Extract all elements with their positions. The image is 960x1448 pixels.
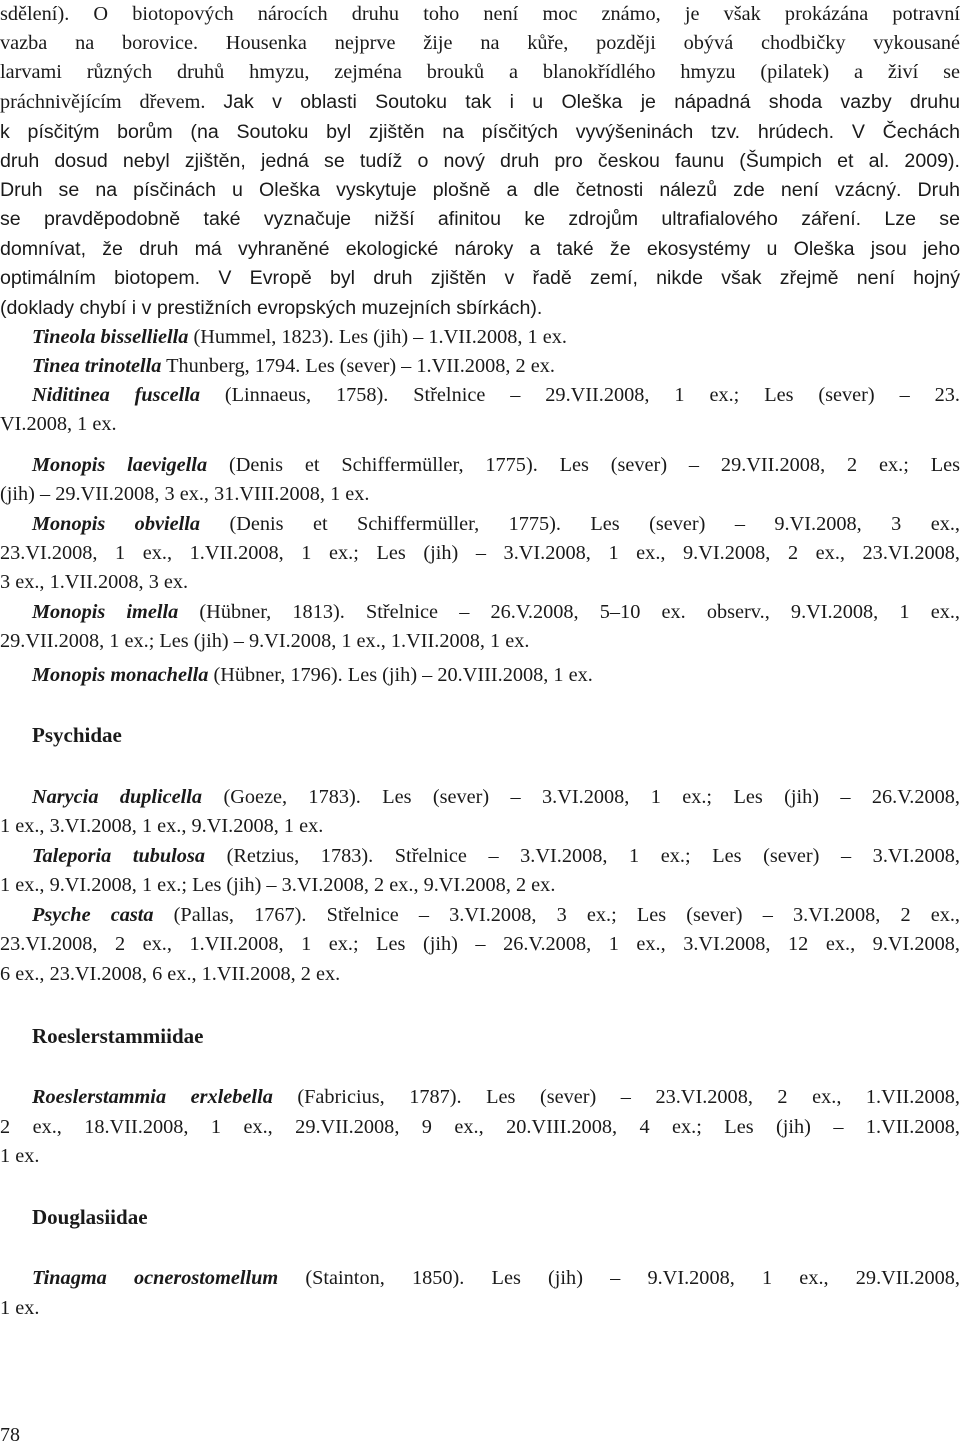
species-record-continuation: 3 ex., 1.VII.2008, 3 ex.: [0, 571, 189, 593]
species-name: Niditinea fuscella: [32, 384, 200, 406]
species-record-continuation: 1 ex.: [0, 1297, 40, 1319]
paragraph-line: (doklady chybí i v prestižních evropských muzejních sbírkách).: [0, 297, 543, 319]
species-record: Tineola bisselliella (Hummel, 1823). Les (jih) – 1.VII.2008, 1 ex.: [32, 326, 567, 348]
species-record: Niditinea fuscella (Linnaeus, 1758). Střelnice – 29.VII.2008, 1 ex.; Les (sever) – 23.: [32, 384, 960, 406]
species-record-continuation: 23.VI.2008, 2 ex., 1.VII.2008, 1 ex.; Les (jih) – 26.V.2008, 1 ex., 3.VI.2008, 12 ex., 9.VI.2008,: [0, 933, 960, 955]
species-name: Tinagma ocnerostomellum: [32, 1267, 279, 1289]
family-heading: Douglasiidae: [32, 1205, 148, 1229]
species-record-continuation: 23.VI.2008, 1 ex., 1.VII.2008, 1 ex.; Les (jih) – 3.VI.2008, 1 ex., 9.VI.2008, 2 ex., 23.VI.2008,: [0, 542, 960, 564]
species-record: Monopis monachella (Hübner, 1796). Les (jih) – 20.VIII.2008, 1 ex.: [32, 664, 593, 686]
species-record-continuation: VI.2008, 1 ex.: [0, 413, 117, 435]
species-record-continuation: (jih) – 29.VII.2008, 3 ex., 31.VIII.2008, 1 ex.: [0, 483, 370, 505]
page-number: 78: [0, 1424, 20, 1446]
species-name: Psyche casta: [32, 904, 154, 926]
species-record: Tinagma ocnerostomellum (Stainton, 1850). Les (jih) – 9.VI.2008, 1 ex., 29.VII.2008,: [32, 1267, 960, 1289]
species-record-continuation: 1 ex., 3.VI.2008, 1 ex., 9.VI.2008, 1 ex.: [0, 815, 324, 837]
species-record-continuation: 2 ex., 18.VII.2008, 1 ex., 29.VII.2008, 9 ex., 20.VIII.2008, 4 ex.; Les (jih) – 1.VII.2008,: [0, 1116, 960, 1138]
family-heading: Psychidae: [32, 723, 122, 747]
species-record-continuation: 1 ex., 9.VI.2008, 1 ex.; Les (jih) – 3.VI.2008, 2 ex., 9.VI.2008, 2 ex.: [0, 874, 556, 896]
species-name: Monopis obviella: [32, 513, 201, 535]
species-name: Tinea trinotella: [32, 355, 162, 377]
species-record: Monopis obviella (Denis et Schiffermüller, 1775). Les (sever) – 9.VI.2008, 3 ex.,: [32, 513, 960, 535]
paragraph-line: optimálním biotopem. V Evropě byl druh zjištěn v řadě zemí, nikde však zřejmě není hojný: [0, 267, 960, 289]
species-record: Monopis laevigella (Denis et Schiffermüller, 1775). Les (sever) – 29.VII.2008, 2 ex.; Les: [32, 454, 960, 476]
paragraph-line: Druh se na písčinách u Oleška vyskytuje plošně a dle četnosti nálezů zde není vzácný. Druh: [0, 179, 960, 201]
paragraph-line: domnívat, že druh má vyhraněné ekologické nároky a také že ekosystémy u Oleška jsou jeho: [0, 238, 960, 260]
species-record: Narycia duplicella (Goeze, 1783). Les (sever) – 3.VI.2008, 1 ex.; Les (jih) – 26.V.2008,: [32, 786, 960, 808]
species-name: Taleporia tubulosa: [32, 845, 205, 867]
paragraph-line: vazba na borovice. Housenka nejprve žije na kůře, později obývá chodbičky vykousané: [0, 32, 960, 54]
species-record: Roeslerstammia erxlebella (Fabricius, 1787). Les (sever) – 23.VI.2008, 2 ex., 1.VII.2008,: [32, 1086, 960, 1108]
species-name: Monopis laevigella: [32, 454, 208, 476]
paragraph-line: druh dosud nebyl zjištěn, jedná se tudíž o nový druh pro českou faunu (Šumpich et al. 2009).: [0, 150, 960, 172]
species-record: Psyche casta (Pallas, 1767). Střelnice – 3.VI.2008, 3 ex.; Les (sever) – 3.VI.2008, 2 ex.,: [32, 904, 960, 926]
species-record-continuation: 1 ex.: [0, 1145, 40, 1167]
species-record: Taleporia tubulosa (Retzius, 1783). Střelnice – 3.VI.2008, 1 ex.; Les (sever) – 3.VI.2008,: [32, 845, 960, 867]
species-name: Monopis monachella: [32, 664, 209, 686]
species-name: Roeslerstammia erxlebella: [32, 1086, 273, 1108]
species-record-continuation: 29.VII.2008, 1 ex.; Les (jih) – 9.VI.2008, 1 ex., 1.VII.2008, 1 ex.: [0, 630, 530, 652]
paragraph-line: larvami různých druhů hmyzu, zejména brouků a blanokřídlého hmyzu (pilatek) a živí se: [0, 61, 960, 83]
species-name: Tineola bisselliella: [32, 326, 189, 348]
paragraph-line: se pravděpodobně také vyznačuje nižší afinitou ke zdrojům ultrafialového záření. Lze se: [0, 208, 960, 230]
species-name: Monopis imella: [32, 601, 179, 623]
species-record: Monopis imella (Hübner, 1813). Střelnice – 26.V.2008, 5–10 ex. observ., 9.VI.2008, 1 ex.,: [32, 601, 960, 623]
species-name: Narycia duplicella: [32, 786, 203, 808]
paragraph-line: práchnivějícím dřevem. Jak v oblasti Soutoku tak i u Oleška je nápadná shoda vazby druhu: [0, 91, 960, 113]
family-heading: Roeslerstammiidae: [32, 1024, 204, 1048]
species-record-continuation: 6 ex., 23.VI.2008, 6 ex., 1.VII.2008, 2 ex.: [0, 963, 341, 985]
paragraph-line: sdělení). O biotopových nárocích druhu toho není moc známo, je však prokázána potravní: [0, 3, 960, 25]
species-record: Tinea trinotella Thunberg, 1794. Les (sever) – 1.VII.2008, 2 ex.: [32, 355, 555, 377]
paragraph-line: k písčitým borům (na Soutoku byl zjištěn na písčitých vyvýšeninách tzv. hrúdech. V Čechách: [0, 121, 960, 143]
